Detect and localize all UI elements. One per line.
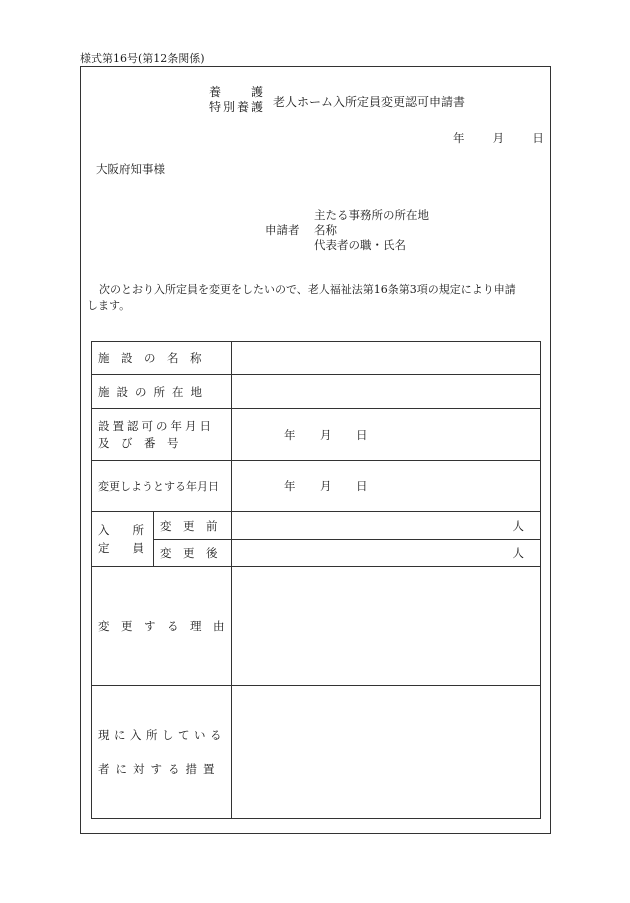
- approval-date-month: 月: [320, 427, 332, 442]
- facility-type-options: [209, 85, 265, 115]
- facility-name-field[interactable]: [232, 342, 541, 375]
- application-form: [80, 66, 551, 834]
- table-row: [92, 540, 541, 567]
- applicant-label: 申請者: [265, 223, 300, 237]
- application-date: [453, 130, 544, 146]
- reason-label: 変 更 す る 理 由: [92, 567, 232, 686]
- after-change-unit: 人: [512, 546, 524, 560]
- body-text-line2: します。: [87, 299, 131, 312]
- table-row: [92, 409, 541, 461]
- date-month: 月: [492, 131, 505, 145]
- measures-label-line1: 現に入所している: [98, 728, 226, 742]
- type-option-nursing: 養 護: [209, 85, 266, 99]
- after-change-field[interactable]: [232, 540, 541, 567]
- applicant-address-label: 主たる事務所の所在地: [314, 208, 429, 222]
- table-row: [92, 375, 541, 409]
- change-date-day: 日: [356, 479, 368, 493]
- form-title: 老人ホーム入所定員変更認可申請書: [273, 95, 466, 109]
- before-change-label: 変 更 前: [154, 512, 232, 540]
- date-day: 日: [532, 131, 544, 145]
- measures-label: [92, 686, 232, 819]
- change-date-year: 年: [284, 479, 296, 493]
- date-year: 年: [453, 131, 465, 145]
- approval-date-year: 年: [284, 427, 296, 442]
- facility-location-field[interactable]: [232, 375, 541, 409]
- reason-field[interactable]: [232, 567, 541, 686]
- approval-date-field[interactable]: [232, 409, 541, 461]
- facility-location-text: 施設の所在地: [98, 384, 209, 399]
- approval-date-label-line1: 設置認可の年月日: [98, 418, 214, 433]
- approval-date-label-line2: 及 び 番 号: [98, 435, 179, 450]
- before-change-unit: 人: [512, 518, 524, 533]
- applicant-representative-label: 代表者の職・氏名: [314, 238, 406, 252]
- measures-label-line2: 者に対する措置: [98, 762, 221, 776]
- body-text-line1: 次のとおり入所定員を変更をしたいので、老人福祉法第16条第3項の規定により申請: [99, 283, 516, 296]
- addressee: 大阪府知事様: [96, 162, 165, 176]
- measures-field[interactable]: [232, 686, 541, 819]
- applicant-name-label: 名称: [314, 223, 337, 237]
- change-date-month: 月: [320, 479, 332, 493]
- table-row: [92, 342, 541, 375]
- approval-date-day: 日: [356, 427, 368, 442]
- capacity-label-line1: 入 所: [98, 523, 144, 537]
- after-change-label: 変 更 後: [154, 540, 232, 567]
- capacity-label-line2: 定 員: [98, 541, 144, 555]
- change-date-field[interactable]: [232, 461, 541, 512]
- application-details-table: [91, 341, 541, 819]
- table-row: [92, 686, 541, 819]
- table-row: [92, 567, 541, 686]
- table-row: [92, 512, 541, 540]
- type-option-special-nursing: 特別養護: [209, 100, 266, 114]
- facility-location-label: [92, 375, 232, 409]
- change-date-label: 変更しようとする年月日: [92, 461, 232, 512]
- before-change-field[interactable]: [232, 512, 541, 540]
- facility-name-label: 施 設 の 名 称: [92, 342, 232, 375]
- approval-date-label: [92, 409, 232, 461]
- form-number: 様式第16号(第12条関係): [80, 52, 205, 65]
- table-row: [92, 461, 541, 512]
- capacity-label: [92, 512, 154, 567]
